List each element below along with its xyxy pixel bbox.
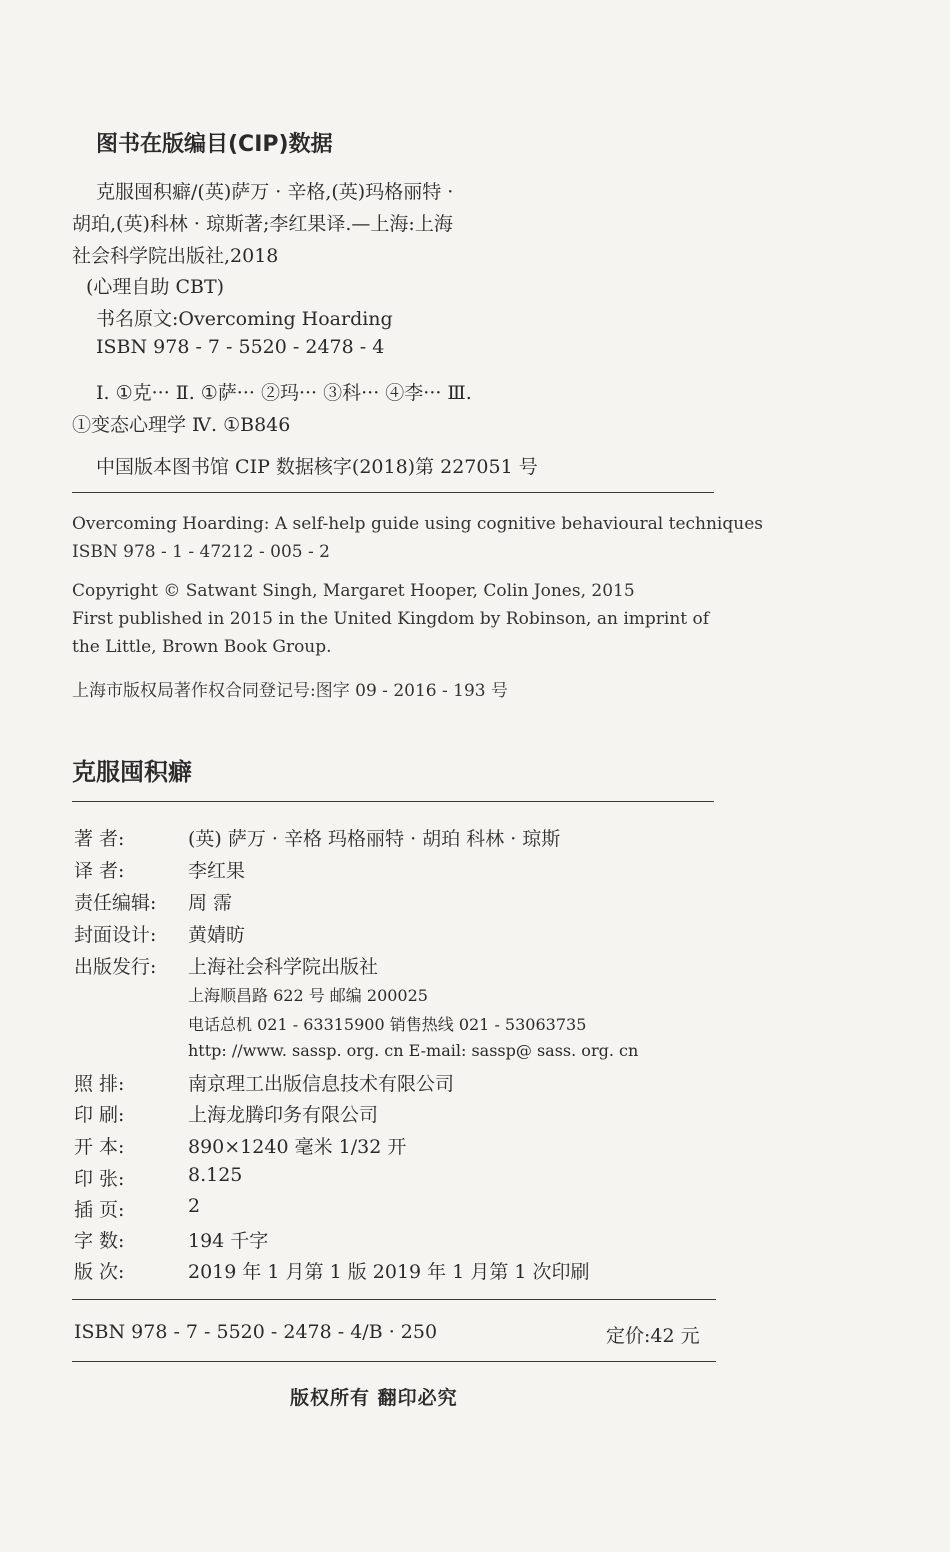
detail-value: 周 霈 xyxy=(188,892,233,914)
divider xyxy=(72,1299,716,1300)
detail-label: 印 张: xyxy=(74,1168,125,1190)
cip-line: (心理自助 CBT) xyxy=(86,276,225,298)
detail-value: 2 xyxy=(188,1195,201,1217)
divider xyxy=(72,1361,716,1362)
detail-label: 译 者: xyxy=(74,860,125,882)
publisher-address: 上海顺昌路 622 号 邮编 200025 xyxy=(188,986,428,1005)
detail-value: 194 千字 xyxy=(188,1230,269,1252)
detail-label: 封面设计: xyxy=(74,924,157,946)
cip-line: 胡珀,(英)科林 · 琼斯著;李红果译.—上海:上海 xyxy=(72,213,453,235)
detail-value: 上海社会科学院出版社 xyxy=(188,956,379,978)
detail-label: 印 刷: xyxy=(74,1104,125,1126)
copyright-line: Copyright © Satwant Singh, Margaret Hooper, Colin Jones, 2015 xyxy=(72,581,635,601)
cip-line: ①变态心理学 Ⅳ. ①B846 xyxy=(72,414,291,436)
price: 定价:42 元 xyxy=(606,1325,700,1347)
detail-label: 插 页: xyxy=(74,1199,125,1221)
publisher-web: http: //www. sassp. org. cn E-mail: sassp@ sass. org. cn xyxy=(188,1041,639,1060)
cip-line: 书名原文:Overcoming Hoarding xyxy=(96,308,393,330)
detail-label: 版 次: xyxy=(74,1261,125,1283)
detail-label: 字 数: xyxy=(74,1230,125,1252)
original-title: Overcoming Hoarding: A self-help guide using cognitive behavioural techniques xyxy=(72,514,763,534)
published-line: the Little, Brown Book Group. xyxy=(72,637,332,657)
divider xyxy=(72,801,714,802)
cip-line: 克服囤积癖/(英)萨万 · 辛格,(英)玛格丽特 · xyxy=(96,181,454,203)
cip-line: Ⅰ. ①克··· Ⅱ. ①萨··· ②玛··· ③科··· ④李··· Ⅲ. xyxy=(96,382,472,404)
cip-line: ISBN 978 - 7 - 5520 - 2478 - 4 xyxy=(96,336,385,358)
detail-label: 照 排: xyxy=(74,1073,125,1095)
original-isbn: ISBN 978 - 1 - 47212 - 005 - 2 xyxy=(72,542,330,562)
divider xyxy=(72,492,714,493)
cip-heading: 图书在版编目(CIP)数据 xyxy=(96,132,333,157)
detail-value: 890×1240 毫米 1/32 开 xyxy=(188,1136,407,1158)
cip-line: 社会科学院出版社,2018 xyxy=(72,245,279,267)
detail-value: 南京理工出版信息技术有限公司 xyxy=(188,1073,455,1095)
isbn-line: ISBN 978 - 7 - 5520 - 2478 - 4/B · 250 xyxy=(74,1321,438,1343)
detail-value: 上海龙腾印务有限公司 xyxy=(188,1104,379,1126)
detail-value: 李红果 xyxy=(188,860,246,882)
detail-value: (英) 萨万 · 辛格 玛格丽特 · 胡珀 科林 · 琼斯 xyxy=(188,828,561,850)
detail-value: 黄婧昉 xyxy=(188,924,246,946)
detail-value: 2019 年 1 月第 1 版 2019 年 1 月第 1 次印刷 xyxy=(188,1261,590,1283)
published-line: First published in 2015 in the United Kingdom by Robinson, an imprint of xyxy=(72,609,710,629)
detail-label: 出版发行: xyxy=(74,956,157,978)
detail-label: 责任编辑: xyxy=(74,892,157,914)
detail-label: 著 者: xyxy=(74,828,125,850)
copyright-notice: 版权所有 翻印必究 xyxy=(290,1387,458,1409)
detail-label: 开 本: xyxy=(74,1136,125,1158)
book-title: 克服囤积癖 xyxy=(72,758,192,786)
detail-value: 8.125 xyxy=(188,1164,243,1186)
publisher-phone: 电话总机 021 - 63315900 销售热线 021 - 53063735 xyxy=(188,1015,587,1034)
contract-line: 上海市版权局著作权合同登记号:图字 09 - 2016 - 193 号 xyxy=(72,681,508,701)
cip-line: 中国版本图书馆 CIP 数据核字(2018)第 227051 号 xyxy=(96,456,538,478)
